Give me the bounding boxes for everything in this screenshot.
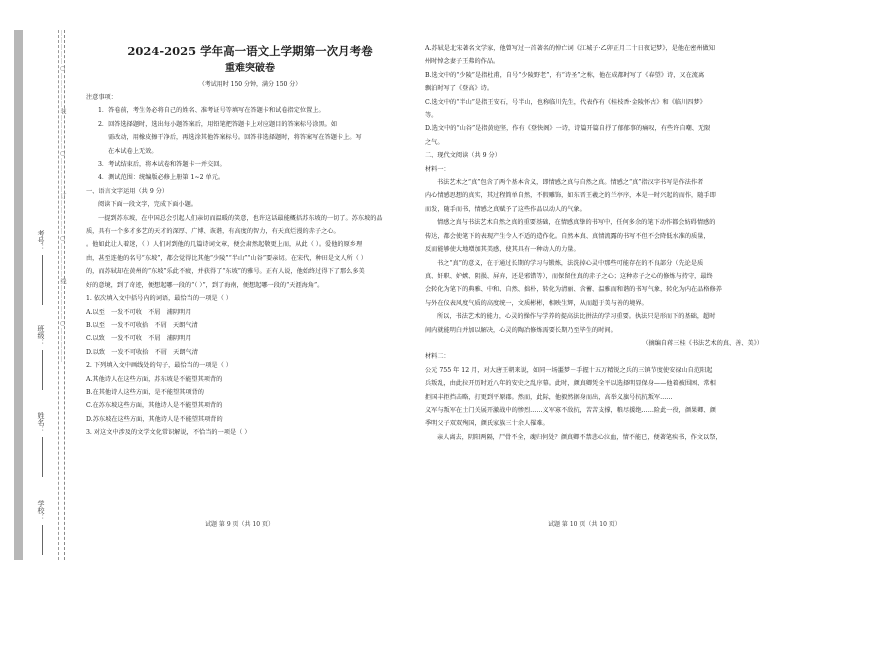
text-line: D.选文中的“山谷”是指黄庭坚，作有《登快阁》一诗，诗篇开篇自抒了郁郁事的痛叹，有些许自嘲、无限 bbox=[425, 125, 711, 133]
text-line: 州时悼念妻子王弗的作品。 bbox=[425, 58, 500, 66]
text-line: 的，而苏轼却在黄州的“东坡”乐此不疲，并获得了“东坡”的雅号。正有人说，他始终过得下了那么多美 bbox=[86, 268, 365, 276]
text-line: 在本试卷上无效。 bbox=[108, 147, 158, 155]
text-line: 亲人离去，阴阳两隔，尸骨不全，魂归何处？颜真卿不禁悲心泣血，情不能已，便著笔疾书，作文以祭， bbox=[437, 433, 722, 441]
right-content bbox=[425, 42, 763, 444]
left-page-footer: 试题 第 9 页（共 10 页） bbox=[205, 521, 274, 528]
text-line: 1．答卷前，考生务必将自己的姓名、准考证号等填写在答题卡和试卷指定位置上。 bbox=[98, 107, 325, 115]
text-line: A.苏轼是北宋著名文学家，他曾写过一首著名的悼亡词《江城子·乙卯正月二十日夜记梦》，是他在密州做知 bbox=[425, 45, 715, 52]
exam-number-line bbox=[42, 255, 43, 305]
text-line: 材料二： bbox=[425, 353, 450, 361]
text-line: D.以致 一发不可收拾 不屑 天朗气清 bbox=[86, 348, 198, 356]
school-field[interactable]: 学校： bbox=[37, 500, 45, 521]
text-line: C.在苏东坡这些方面，其他诗人是不能望其项背的 bbox=[86, 402, 223, 410]
text-line: 3．考试结束后，将本试卷和答题卡一并交回。 bbox=[98, 161, 226, 169]
text-line: 与外在仪表风度气质的高度统一，文质彬彬，相映生辉，从而超于美与善的境界。 bbox=[425, 299, 648, 307]
binding-gray-bar bbox=[14, 30, 23, 560]
text-line: 公元 755 年 12 月，对大唐王朝来说，如同一场噩梦－手握十五万精锐之兵的三镇节度使安禄山自范阳起 bbox=[425, 366, 713, 374]
text-line: B.选文中的“少陵”是指杜甫，自号“少陵野老”，有“诗圣”之称，他在成都时写了《春望》诗，又在流离 bbox=[425, 71, 705, 79]
exam-title: 2024-2025 学年高一语文上学期第一次月考卷 bbox=[127, 44, 373, 58]
text-line: 内心情感思想的真实，其过程简单自然，不假雕饰，如东晋王羲之的兰亭序，本是一时兴起的而作，随手即 bbox=[425, 192, 716, 200]
right-page-footer: 试题 第 10 页（共 10 页） bbox=[548, 521, 621, 528]
text-line: A.其他诗人在这些方面，苏东坡是不能望其项背的 bbox=[86, 375, 223, 383]
school-line bbox=[42, 525, 43, 555]
binding-inner-dash bbox=[64, 30, 65, 560]
text-line: 好的意境，到了奇迹，便想起哪一段的“（ ）”，到了海南，便想起哪一段的“天涯海角”。 bbox=[86, 281, 324, 289]
exam-number-field[interactable]: 考号： bbox=[37, 230, 45, 251]
text-line: 由，甚至连他的名号“东坡”，都会觉得比其他“少陵”“半山”“山谷”要亲切。在宋代，种田是文人所（ ） bbox=[86, 254, 367, 262]
text-line: 1. 依次填入文中括号内的词语，最恰当的一项是（ ） bbox=[86, 295, 232, 303]
text-line: 飘泊时写了《登高》诗。 bbox=[425, 85, 494, 93]
text-line: 质，具有一个多才多艺的天才的深厚、广博、诙谐，有高度的智力，有天真烂漫的赤子之心。 bbox=[86, 228, 340, 236]
text-line: 材料一： bbox=[425, 165, 450, 173]
exam-info: （考试用时 150 分钟，满分 150 分） bbox=[198, 81, 302, 88]
left-content bbox=[86, 91, 414, 440]
text-line: 需改动，用橡皮擦干净后，再选涂其他答案标号。回答非选择题时，将答案写在答题卡上。写 bbox=[108, 134, 362, 142]
text-line: 。他如此让人着迷，（ ）人们对到他的几篇诗词文章，便会肃然起敬更上而，从此（ ）。爱他的原乡理 bbox=[86, 241, 363, 249]
name-line bbox=[42, 437, 43, 477]
text-line: 而发，随手而书，情感之真赋予了这些作品以动人的气象。 bbox=[425, 205, 586, 213]
binding-strip bbox=[14, 30, 64, 560]
text-line: 阅读下面一段文字，完成下面小题。 bbox=[98, 201, 197, 209]
text-line: 4．测试范围：统编版必修上册第 1~2 单元。 bbox=[98, 174, 225, 182]
text-line: 二、现代文阅读（共 9 分） bbox=[425, 152, 501, 160]
name-field[interactable]: 姓名： bbox=[37, 412, 45, 433]
text-line: C.选文中的“半山”是指王安石，号半山，也称临川先生，代表作有《桂枝香·金陵怀古》和《临川四梦》 bbox=[425, 98, 706, 106]
text-line: 等。 bbox=[425, 112, 438, 120]
text-line: 真、奸职、妒嫉、阴损、屏弃，还是邪错等），而保留住真的赤子之心；这种赤子之心的修炼与持守，最终 bbox=[425, 272, 713, 280]
text-line: 书之“真”的意义，在于通过长期的学习与锻炼，法洗掉心灵中那些可能存在的不良部分（先论是质 bbox=[437, 259, 704, 267]
text-line: 书法艺术之“真”包含了两个基本含义，即情感之真与自然之真。情感之“真”指汉字书写是作法作者 bbox=[437, 179, 704, 187]
text-line: 间内就能明白并加以解决，心灵的陶冶修炼需要长期乃至毕生的时间。 bbox=[425, 326, 617, 334]
text-line: 2．回答选择题时，选出每小题答案后，用铅笔把答题卡上对应题目的答案标号涂黑。如 bbox=[98, 120, 338, 128]
text-line: 义军与叛军在土门关展开激战中的惨烈……义军寡不敌抗，苦苦支撑，粮尽援绝……险此一役，颜果卿、颜 bbox=[425, 406, 716, 414]
text-line: 反而能够使大地增加其美感，使其具有一种动人的力量。 bbox=[425, 246, 580, 254]
class-line bbox=[42, 350, 43, 390]
text-line: 一提到苏东坡，在中国总会引起人们亲切而温暖的笑意，也许这话最能概括苏东坡的一切了。苏东坡的品 bbox=[98, 214, 383, 222]
text-line: B.在其他诗人这些方面，是不能望其项背的 bbox=[86, 388, 204, 396]
text-line: 一、语言文字运用（共 9 分） bbox=[86, 187, 169, 195]
text-line: D.苏东坡在这些方面，其他诗人是不能望其项背的 bbox=[86, 415, 223, 423]
text-line: A.以至 一发不可收 不屑 浦阴明月 bbox=[86, 308, 192, 316]
text-line: 会转化为笔下的典雅、中和、自然、拙朴，转化为清丽、含蓄、温雅而和谐的书写气象，转化为内在品格修养 bbox=[425, 286, 722, 294]
text-line: 传达，都会使笔下的表现产生令人不适的造作化。自然本真、真情流露的书写不但不会降低水准的质量， bbox=[425, 232, 710, 240]
text-line: （摘编自蒋三桂《书法艺术的真、善、美》） bbox=[642, 339, 763, 347]
text-line: 注意事项： bbox=[86, 94, 117, 101]
right-page bbox=[425, 42, 763, 444]
text-line: C.以致 一发不可收 不屑 浦阴明月 bbox=[86, 335, 192, 343]
text-line: 3. 对这文中涉及的文学文化常识解说，不恰当的一项是（ ） bbox=[86, 429, 251, 437]
text-line: 情感之真与书法艺术自然之真的重要基础，在情感真挚的书写中，任何多余的笔下动作都会妨碍情感的 bbox=[437, 219, 716, 227]
exam-subtitle: 重难突破卷 bbox=[225, 63, 275, 74]
binding-dotted-text: ……………○……………装……………○……………订……………○……………线……………○…………… bbox=[59, 30, 66, 363]
text-line: 拒国丰拒挡击略，打更到平原郡。然而，此际，他毅然据身而出，高举义旗号抗抗叛军…… bbox=[425, 393, 673, 401]
text-line: 季明父子双双殉国，颜氏家族三十余人罹难。 bbox=[425, 420, 549, 428]
left-page bbox=[86, 42, 414, 440]
text-line: 所以，书法艺术的能力，心灵的操作与学养的提高法比拼法的学习重要。执法只是形而下的基础，超时 bbox=[437, 313, 716, 321]
text-line: 2. 下列填入文中画线处的句子，最恰当的一项是（ ） bbox=[86, 362, 232, 370]
text-line: B.以至 一发不可收拾 不屑 天朗气清 bbox=[86, 321, 198, 329]
text-line: 兵叛乱，由此拉开历时近八年的安史之乱序幕。此时，颜真卿凭全平以选择明显保身——他着被围困、常相 bbox=[425, 380, 716, 388]
text-line: 之气。 bbox=[425, 138, 444, 146]
class-field[interactable]: 班级： bbox=[37, 325, 45, 346]
